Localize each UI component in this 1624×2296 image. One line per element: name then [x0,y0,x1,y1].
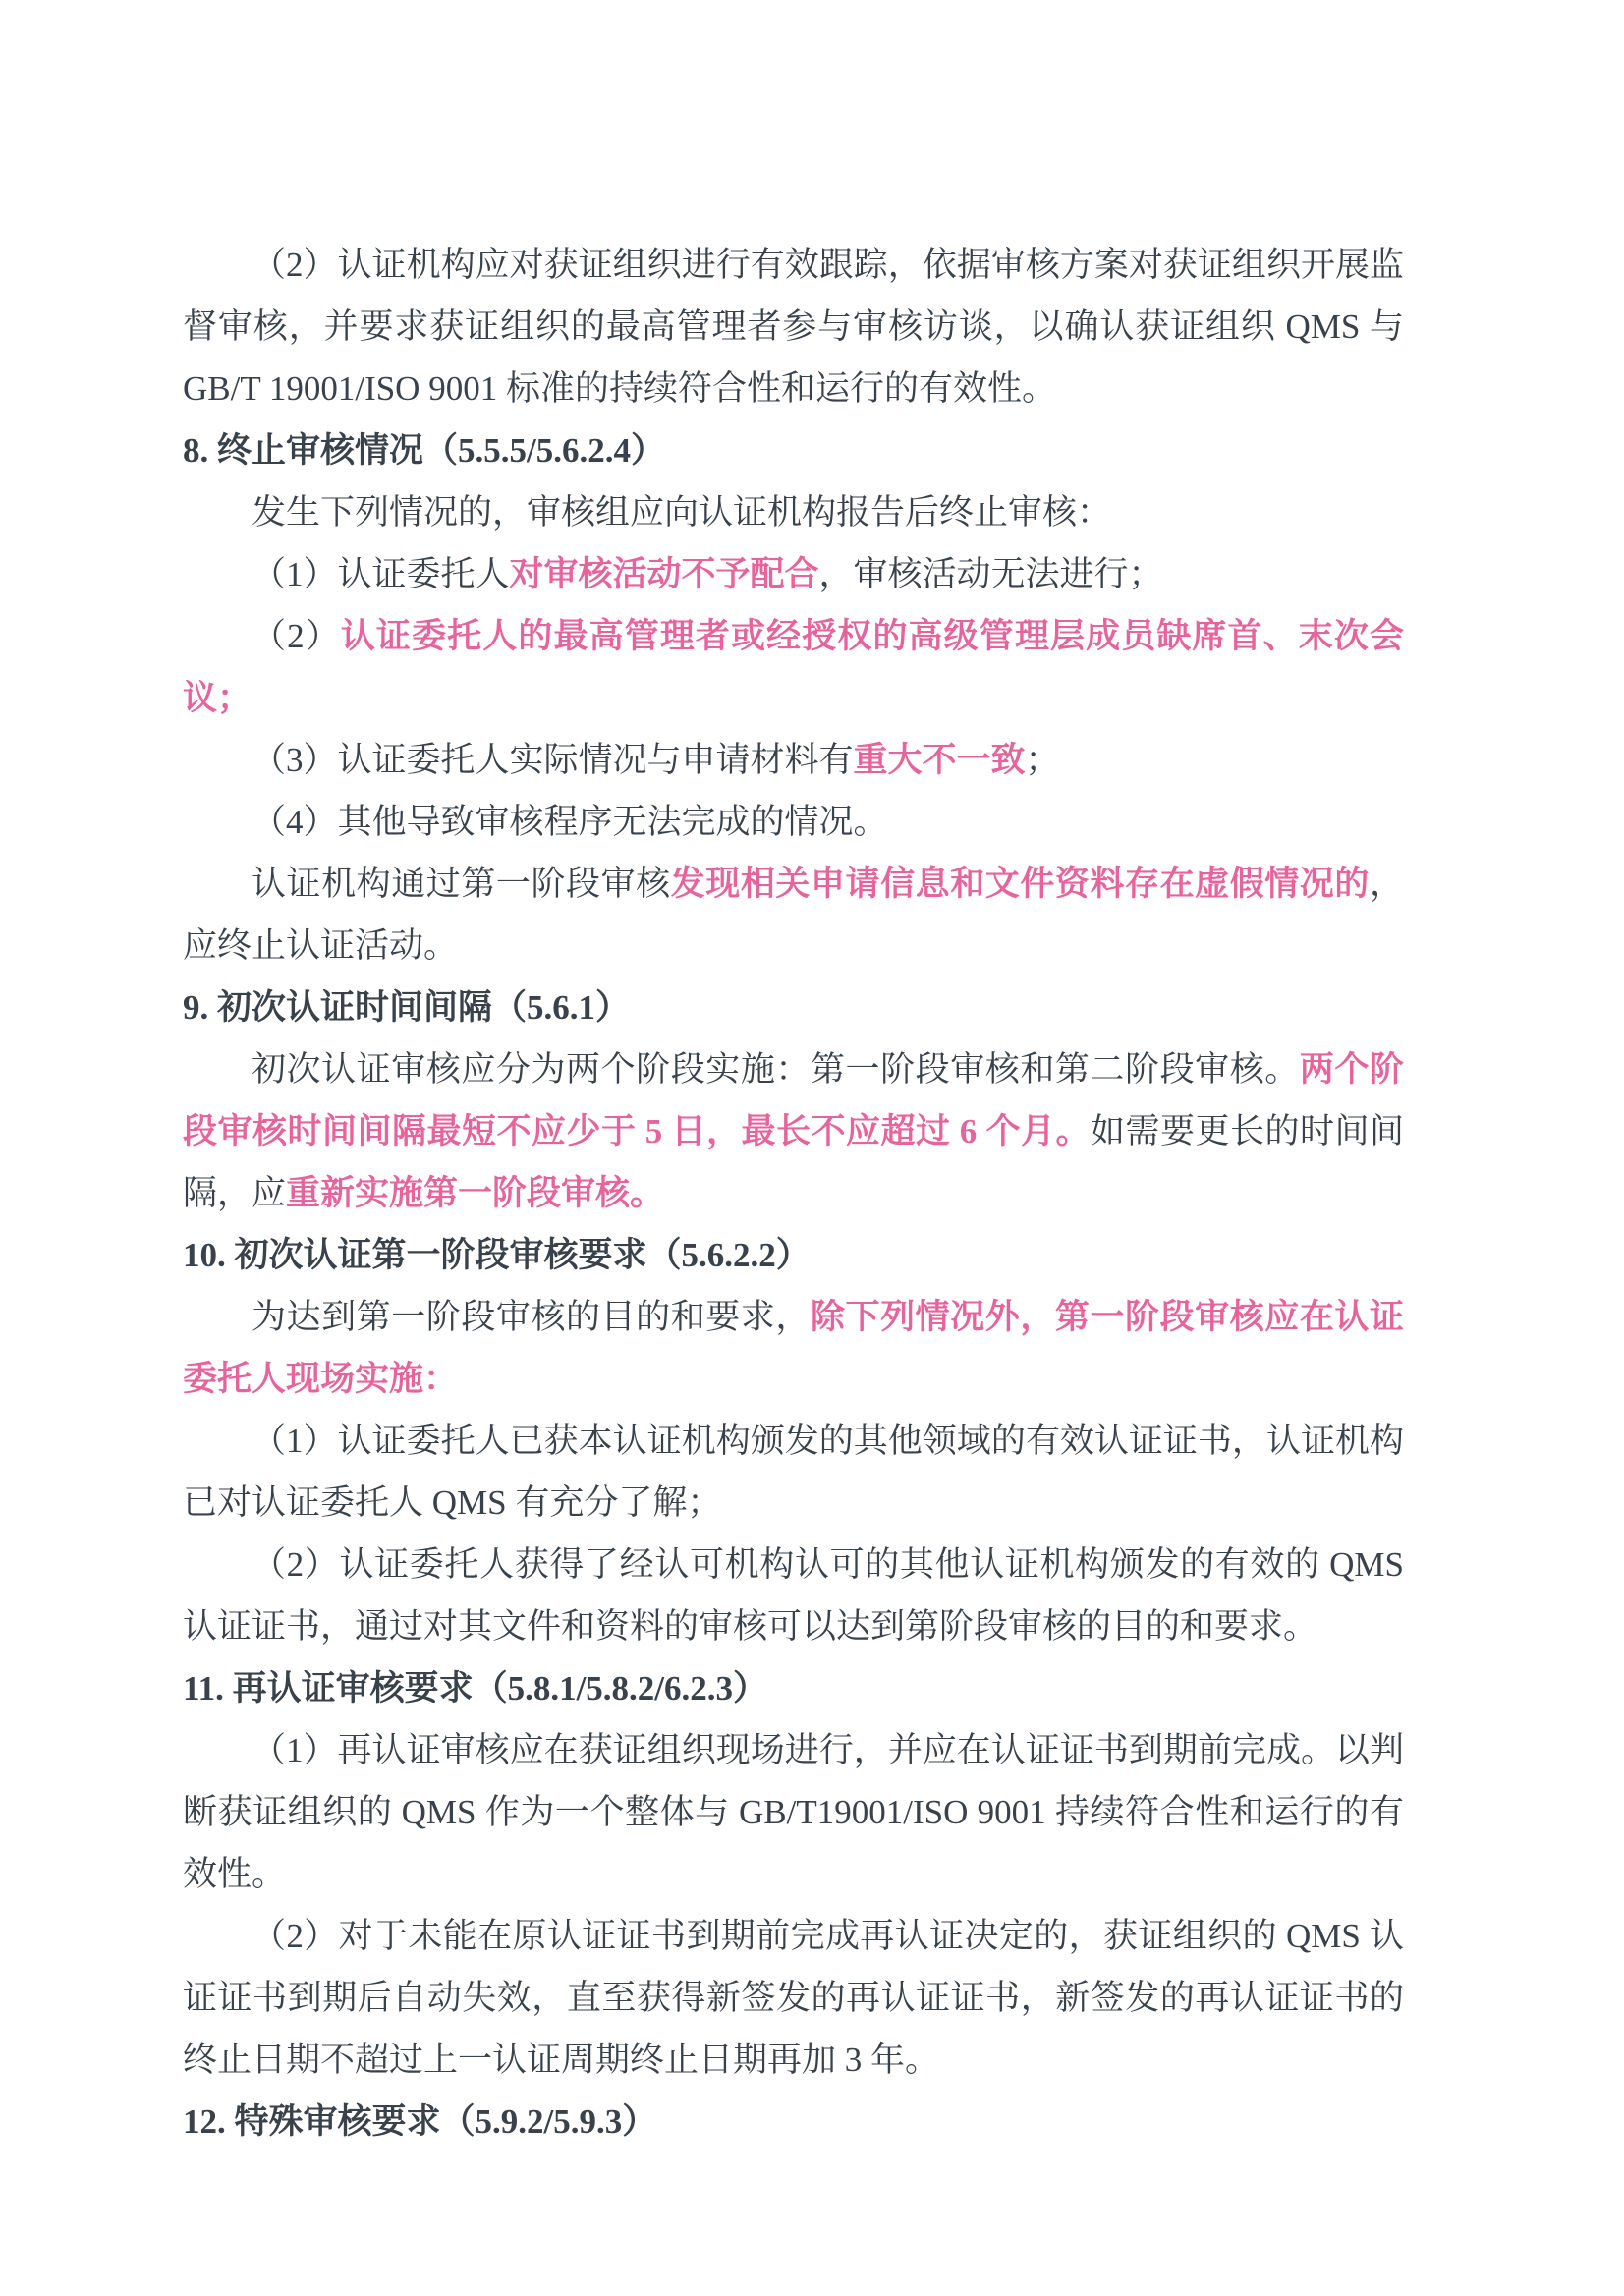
body-text: （4）其他导致审核程序无法完成的情况。 [252,803,888,841]
section-heading [183,977,1404,1038]
highlighted-text: 对审核活动不予配合 [509,555,819,593]
body-text: 10. 初次认证第一阶段审核要求（5.6.2.2） [183,1236,811,1274]
body-text: ，审核活动无法进行； [818,555,1163,593]
body-text: 初次认证审核应分为两个阶段实施：第一阶段审核和第二阶段审核。 [252,1050,1300,1089]
highlighted-text: 两个阶段审核时间间隔最短不应少于 5 日，最长不应超过 6 个月。 [183,1050,1404,1150]
body-text: 发生下列情况的，审核组应向认证机构报告后终止审核： [252,493,1112,532]
body-text: 8. 终止审核情况（5.5.5/5.6.2.4） [183,431,665,470]
body-text: （2） [252,617,341,655]
document-body [183,234,1404,2153]
paragraph [183,1534,1404,1657]
paragraph [183,1038,1404,1224]
paragraph [183,605,1404,729]
paragraph [183,1286,1404,1410]
body-text: 12. 特殊审核要求（5.9.2/5.9.3） [183,2102,657,2141]
body-text: 认证机构通过第一阶段审核 [252,865,671,903]
body-text: 如需要更长的时间间隔，应 [183,1112,1404,1212]
highlighted-text: 发现相关申请信息和文件资料存在虚假情况的 [670,865,1370,903]
highlighted-text: 重大不一致 [853,741,1026,779]
paragraph [183,1719,1404,1905]
body-text: ，应终止认证活动。 [183,865,1404,965]
body-text: （1）认证委托人已获本认证机构颁发的其他领域的有效认证证书，认证机构已对认证委托人 QMS 有充分了解； [183,1422,1404,1522]
body-text: （2）认证机构应对获证组织进行有效跟踪，依据审核方案对获证组织开展监督审核，并要求获证组织的最高管理者参与审核访谈，以确认获证组织 QMS 与 GB/T 19001/ISO 9001 标准的持续符合性和运行的有效性。 [183,246,1404,408]
paragraph [183,1410,1404,1534]
section-heading [183,1657,1404,1719]
body-text: 11. 再认证审核要求（5.8.1/5.8.2/6.2.3） [183,1669,768,1708]
paragraph [183,729,1404,791]
paragraph [183,234,1404,420]
paragraph [183,543,1404,605]
highlighted-text: 重新实施第一阶段审核。 [286,1174,665,1212]
body-text: 9. 初次认证时间间隔（5.6.1） [183,988,631,1027]
section-heading [183,420,1404,481]
highlighted-text: 除下列情况外，第一阶段审核应在认证委托人现场实施： [183,1298,1404,1398]
paragraph [183,481,1404,543]
body-text: （3）认证委托人实际情况与申请材料有 [252,741,854,779]
body-text: （1）认证委托人 [252,555,510,593]
body-text: （1）再认证审核应在获证组织现场进行，并应在认证证书到期前完成。以判断获证组织的 QMS 作为一个整体与 GB/T19001/ISO 9001 持续符合性和运行的有效性。 [183,1731,1404,1893]
highlighted-text: 认证委托人的最高管理者或经授权的高级管理层成员缺席首、末次会议； [183,617,1404,717]
body-text: 为达到第一阶段审核的目的和要求， [252,1298,811,1336]
paragraph [183,853,1404,977]
section-heading [183,1224,1404,1286]
body-text: （2）认证委托人获得了经认可机构认可的其他认证机构颁发的有效的 QMS 认证证书，通过对其文件和资料的审核可以达到第阶段审核的目的和要求。 [183,1545,1404,1646]
body-text: （2）对于未能在原认证证书到期前完成再认证决定的，获证组织的 QMS 认证证书到期后自动失效，直至获得新签发的再认证证书，新签发的再认证证书的终止日期不超过上一认证周期终止日期再加 3 年。 [183,1917,1404,2079]
paragraph [183,1905,1404,2091]
section-heading [183,2091,1404,2153]
body-text: ； [1025,741,1060,779]
paragraph [183,791,1404,853]
